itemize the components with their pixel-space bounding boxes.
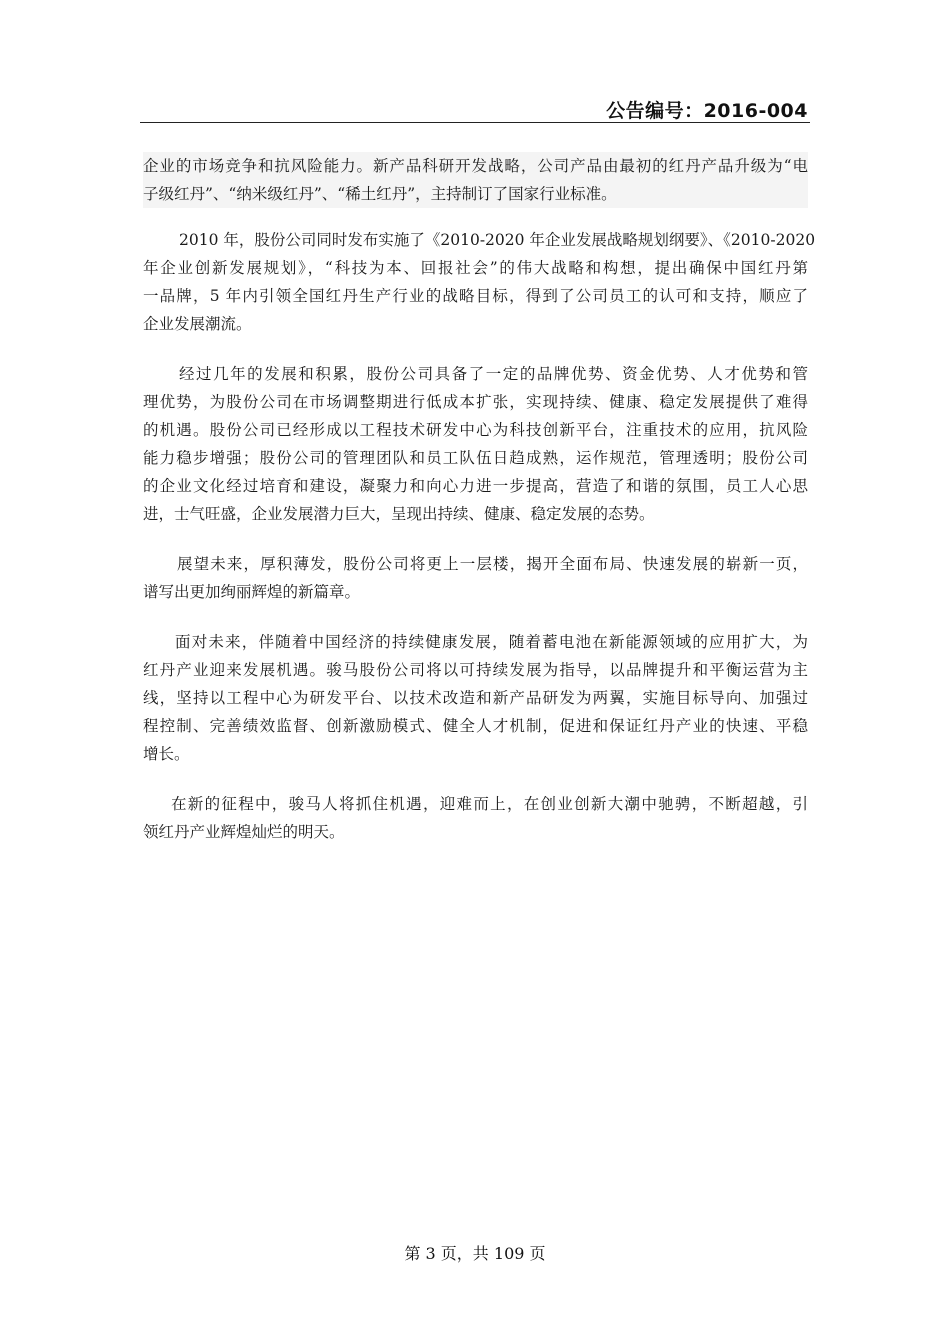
paragraph-line: 的机遇。股份公司已经形成以工程技术研发中心为科技创新平台，注重技术的应用，抗风险 <box>143 421 808 439</box>
paragraph-line: 红丹产业迎来发展机遇。骏马股份公司将以可持续发展为指导，以品牌提升和平衡运营为主 <box>143 661 808 679</box>
paragraph-line: 增长。 <box>143 745 190 763</box>
document-body <box>143 152 816 846</box>
paragraph-2 <box>143 226 816 338</box>
page-number: 第 3 页，共 109 页 <box>404 1244 546 1263</box>
paragraph-line: 一品牌，5 年内引领全国红丹生产行业的战略目标，得到了公司员工的认可和支持，顺应了 <box>143 287 808 305</box>
paragraph-line: 面对未来，伴随着中国经济的持续健康发展，随着蓄电池在新能源领域的应用扩大，为 <box>175 633 808 651</box>
paragraph-line: 领红丹产业辉煌灿烂的明天。 <box>143 823 345 841</box>
paragraph-4 <box>143 550 808 606</box>
paragraph-line: 的企业文化经过培育和建设，凝聚力和向心力进一步提高，营造了和谐的氛围，员工人心思 <box>143 477 808 495</box>
paragraph-line: 经过几年的发展和积累，股份公司具备了一定的品牌优势、资金优势、人才优势和管 <box>179 365 808 383</box>
header-divider <box>140 122 810 123</box>
paragraph-6 <box>143 790 808 846</box>
paragraph-line: 展望未来，厚积薄发，股份公司将更上一层楼，揭开全面布局、快速发展的崭新一页， <box>177 555 808 573</box>
paragraph-5 <box>143 628 808 768</box>
paragraph-line: 理优势，为股份公司在市场调整期进行低成本扩张，实现持续、健康、稳定发展提供了难得 <box>143 393 808 411</box>
paragraph-line: 程控制、完善绩效监督、创新激励模式、健全人才机制，促进和保证红丹产业的快速、平稳 <box>143 717 808 735</box>
paragraph-line: 企业发展潮流。 <box>143 315 252 333</box>
paragraph-3 <box>143 360 808 528</box>
paragraph-line: 线，坚持以工程中心为研发平台、以技术改造和新产品研发为两翼，实施目标导向、加强过 <box>143 689 808 707</box>
paragraph-line: 企业的市场竞争和抗风险能力。新产品科研开发战略，公司产品由最初的红丹产品升级为“电 <box>143 157 808 175</box>
paragraph-line: 能力稳步增强；股份公司的管理团队和员工队伍日趋成熟，运作规范，管理透明；股份公司 <box>143 449 808 467</box>
paragraph-line: 2010 年，股份公司同时发布实施了《2010-2020 年企业发展战略规划纲要》、《2010-2020 <box>179 231 816 249</box>
paragraph-line: 在新的征程中，骏马人将抓住机遇，迎难而上，在创业创新大潮中驰骋，不断超越，引 <box>171 795 808 813</box>
paragraph-line: 谱写出更加绚丽辉煌的新篇章。 <box>143 583 361 601</box>
paragraph-line: 子级红丹”、“纳米级红丹”、“稀土红丹”，主持制订了国家行业标准。 <box>143 185 617 203</box>
paragraph-line: 进，士气旺盛，企业发展潜力巨大，呈现出持续、健康、稳定发展的态势。 <box>143 505 655 523</box>
paragraph-line: 年企业创新发展规划》，“科技为本、回报社会”的伟大战略和构想，提出确保中国红丹第 <box>143 259 808 277</box>
announcement-number: 公告编号：2016-004 <box>606 100 808 122</box>
paragraph-1 <box>143 152 808 208</box>
